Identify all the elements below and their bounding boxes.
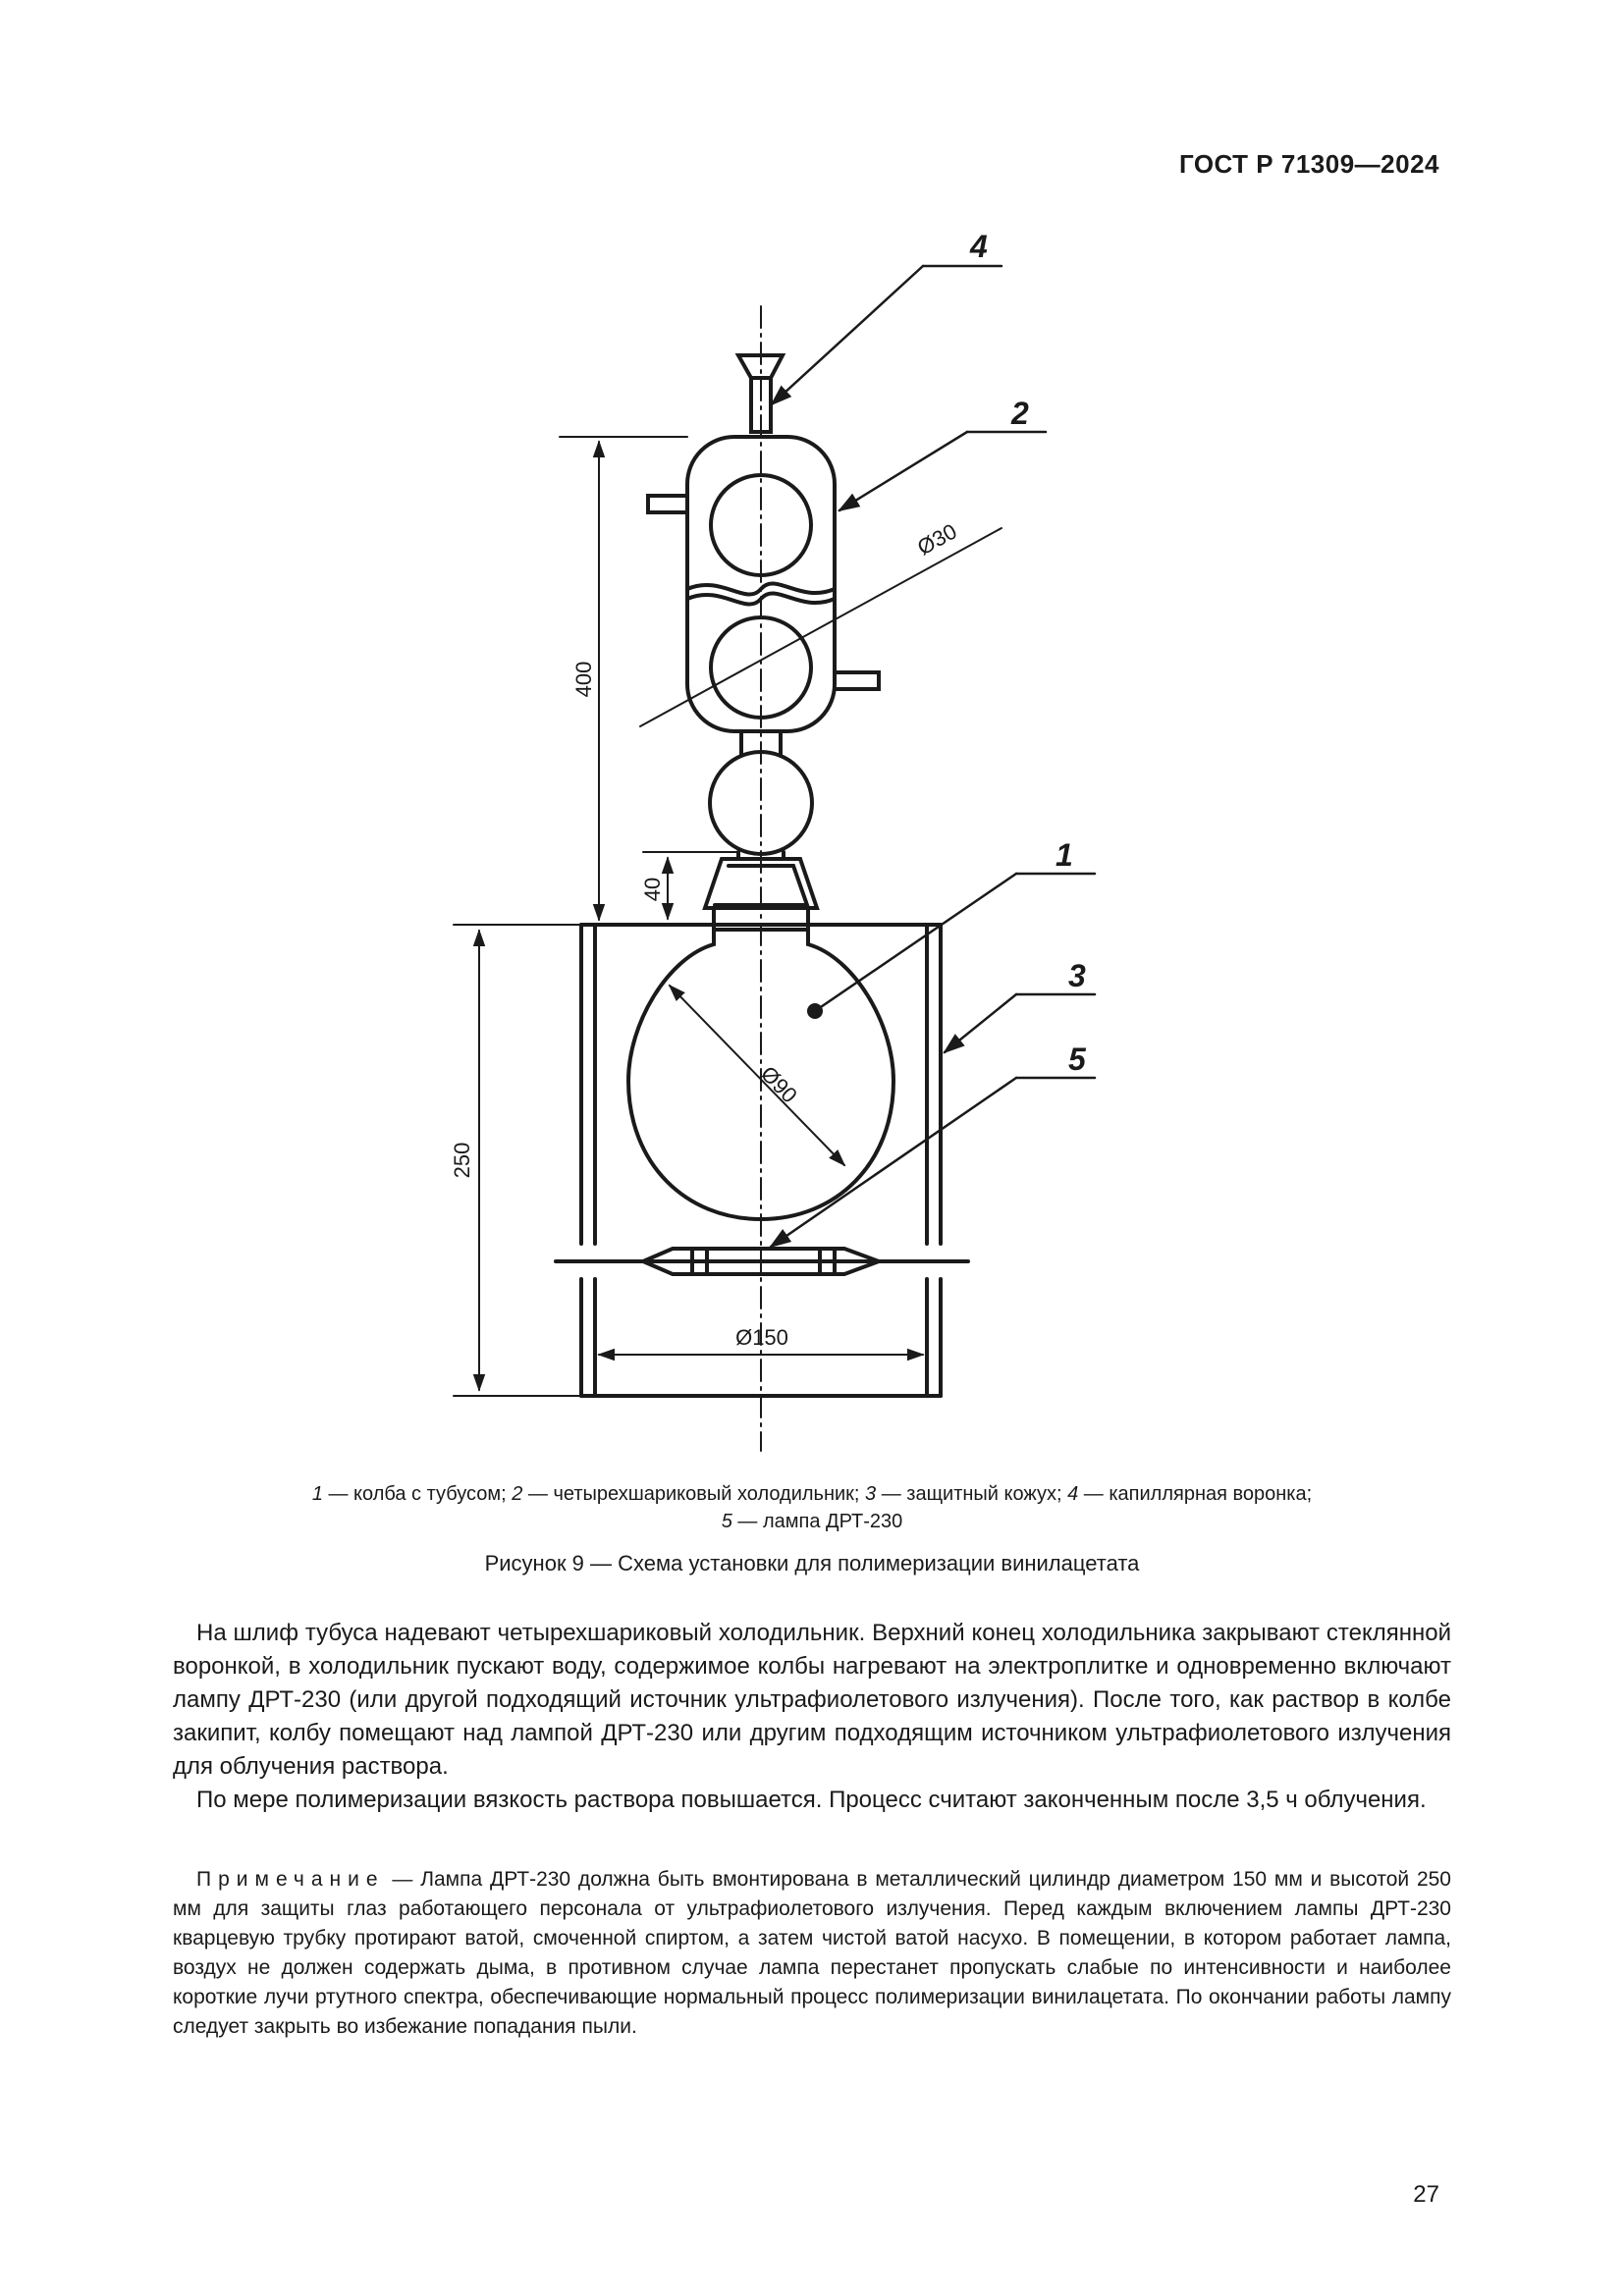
document-header: ГОСТ Р 71309—2024 [1178,149,1439,179]
figure-legend [0,1480,1624,1535]
callout-5: 5 [1068,1041,1086,1077]
body-paragraph-2-text: По мере полимеризации вязкость раствора повышается. Процесс считают законченным после 3,5 ч облучения. [196,1787,1427,1813]
dimension-d30: Ø30 [913,518,961,561]
legend-line-2 [0,1508,1624,1535]
page-number: 27 [1413,2181,1439,2208]
body-paragraph-1-text: На шлиф тубуса надевают четырехшариковый холодильник. Верхний конец холодильника закрывают стеклянной воронкой, в холодильник пускают воду, содержимое колбы нагревают на электроплитке и одновременно включают лампу ДРТ-230 (или другой подходящий источник ультрафиолетового излучения). После того, как раствор в колбе закипит, колбу помещают над лампой ДРТ-230 или другим подходящим источником ультрафиолетового излучения для облучения раствора. [173,1620,1451,1780]
callout-1: 1 [1056,837,1073,873]
dimension-400: 400 [571,661,596,698]
callout-3: 3 [1068,958,1086,993]
legend-number-2: 2 [512,1483,523,1505]
legend-text-2: — четырехшариковый холодильник; [522,1483,866,1505]
legend-number-5: 5 [721,1511,732,1532]
dimension-d90: Ø90 [755,1061,802,1108]
legend-number-1: 1 [311,1483,323,1505]
dimension-40: 40 [640,877,665,902]
dimension-lines [454,437,1001,1396]
flask-marker-dot [807,1003,823,1019]
legend-text-1: — колба с тубусом; [322,1483,513,1505]
note-text: — Лампа ДРТ-230 должна быть вмонтирована в металлический цилиндр диаметром 150 мм и высотой 250 мм для защиты глаз работающего персонала от ультрафиолетового излучения. Перед каждым включением лампы ДРТ-230 кварцевую трубку протирают ватой, смоченной спиртом, а затем чистой ватой насухо. В помещении, в котором работает лампа, воздух не должен содержать дыма, в противном случае лампа перестанет пропускать слабые по интенсивности и наиболее короткие лучи ртутного спектра, обеспечивающие нормальный процесс полимеризации винилацетата. По окончании работы лампу следует закрыть во избежание попадания пыли. [173,1868,1451,2038]
legend-number-3: 3 [865,1483,877,1505]
legend-text-5: — лампа ДРТ-230 [731,1511,903,1532]
body-paragraph-1 [173,1617,1451,1784]
legend-number-4: 4 [1067,1483,1079,1505]
leader-lines [771,266,1095,1247]
figure-caption: Рисунок 9 — Схема установки для полимеризации винилацетата [484,1551,1140,1575]
legend-text-4: — капиллярная воронка; [1078,1483,1313,1505]
dimension-d150: Ø150 [735,1325,788,1350]
callout-2: 2 [1011,396,1029,431]
callout-4: 4 [970,229,988,264]
dimension-250: 250 [450,1142,474,1179]
note-block [173,1865,1451,2042]
note-label: Примечание [196,1868,385,1891]
body-paragraph-2 [173,1784,1451,1817]
legend-text-3: — защитный кожух; [876,1483,1068,1505]
condenser [648,437,879,859]
legend-line-1 [0,1480,1624,1508]
